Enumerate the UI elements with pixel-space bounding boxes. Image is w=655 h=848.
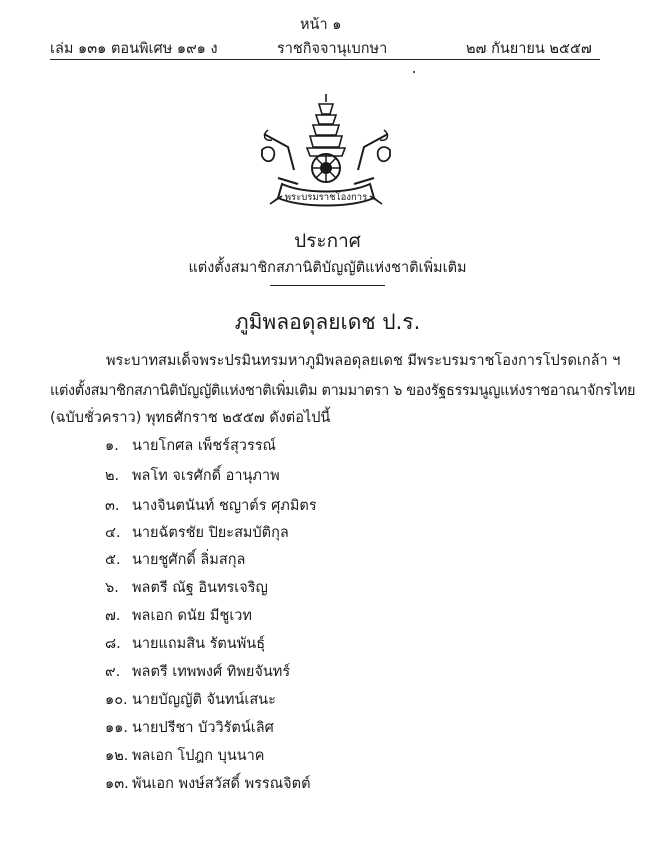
list-item: ๑๒. พลเอก โปฎก บุนนาค — [105, 748, 265, 764]
gazette-name: ราชกิจจานุเบกษา — [277, 41, 388, 57]
list-item: ๙. พลตรี เทพพงศ์ ทิพยจันทร์ — [105, 664, 291, 680]
page-number: หน้า ๑ — [300, 17, 342, 33]
body-line-3: (ฉบับชั่วคราว) พุทธศักราช ๒๕๕๗ ดังต่อไปนี้ — [50, 410, 331, 426]
list-item: ๑. นายโกศล เพ็ชร์สุวรรณ์ — [105, 438, 276, 454]
royal-signature-name: ภูมิพลอดุลยเดช ป.ร. — [234, 310, 421, 334]
announcement-title: ประกาศ — [294, 230, 361, 252]
body-line-1: พระบาทสมเด็จพระปรมินทรมหาภูมิพลอดุลยเดช มีพระบรมราชโองการโปรดเกล้า ฯ — [106, 353, 621, 369]
gazette-volume: เล่ม ๑๓๑ ตอนพิเศษ ๑๙๑ ง — [50, 41, 218, 57]
list-item: ๗. พลเอก ดนัย มีชูเวท — [105, 608, 252, 624]
list-item: ๕. นายชูศักดิ์ ลิ่มสกุล — [105, 552, 246, 568]
list-item: ๖. พลตรี ณัฐ อินทรเจริญ — [105, 580, 268, 596]
body-line-2: แต่งตั้งสมาชิกสภานิติบัญญัติแห่งชาติเพิ่มเติม ตามมาตรา ๖ ของรัฐธรรมนูญแห่งราชอาณาจักรไทย — [50, 383, 636, 399]
header-rule — [50, 59, 600, 60]
seal-banner-text: พระบรมราชโองการ — [284, 192, 368, 203]
list-item: ๘. นายแถมสิน รัตนพันธุ์ — [105, 636, 266, 652]
title-underline — [270, 285, 385, 286]
list-item: ๒. พลโท จเรศักดิ์ อานุภาพ — [105, 468, 280, 484]
royal-seal-icon — [258, 92, 394, 210]
announcement-subtitle: แต่งตั้งสมาชิกสภานิติบัญญัติแห่งชาติเพิ่มเติม — [188, 260, 467, 276]
list-item: ๔. นายฉัตรชัย ปิยะสมบัติกุล — [105, 525, 289, 541]
list-item: ๑๓. พันเอก พงษ์สวัสดิ์ พรรณจิตต์ — [105, 776, 311, 792]
list-item: ๓. นางจินตนันท์ ชญาต์ร ศุภมิตร — [105, 498, 317, 514]
list-item: ๑๑. นายปรีชา บัววิรัตน์เลิศ — [105, 720, 274, 736]
list-item: ๑๐. นายบัญญัติ จันทน์เสนะ — [105, 692, 276, 708]
speck-mark — [413, 71, 415, 73]
gazette-date: ๒๗ กันยายน ๒๕๕๗ — [466, 41, 592, 57]
